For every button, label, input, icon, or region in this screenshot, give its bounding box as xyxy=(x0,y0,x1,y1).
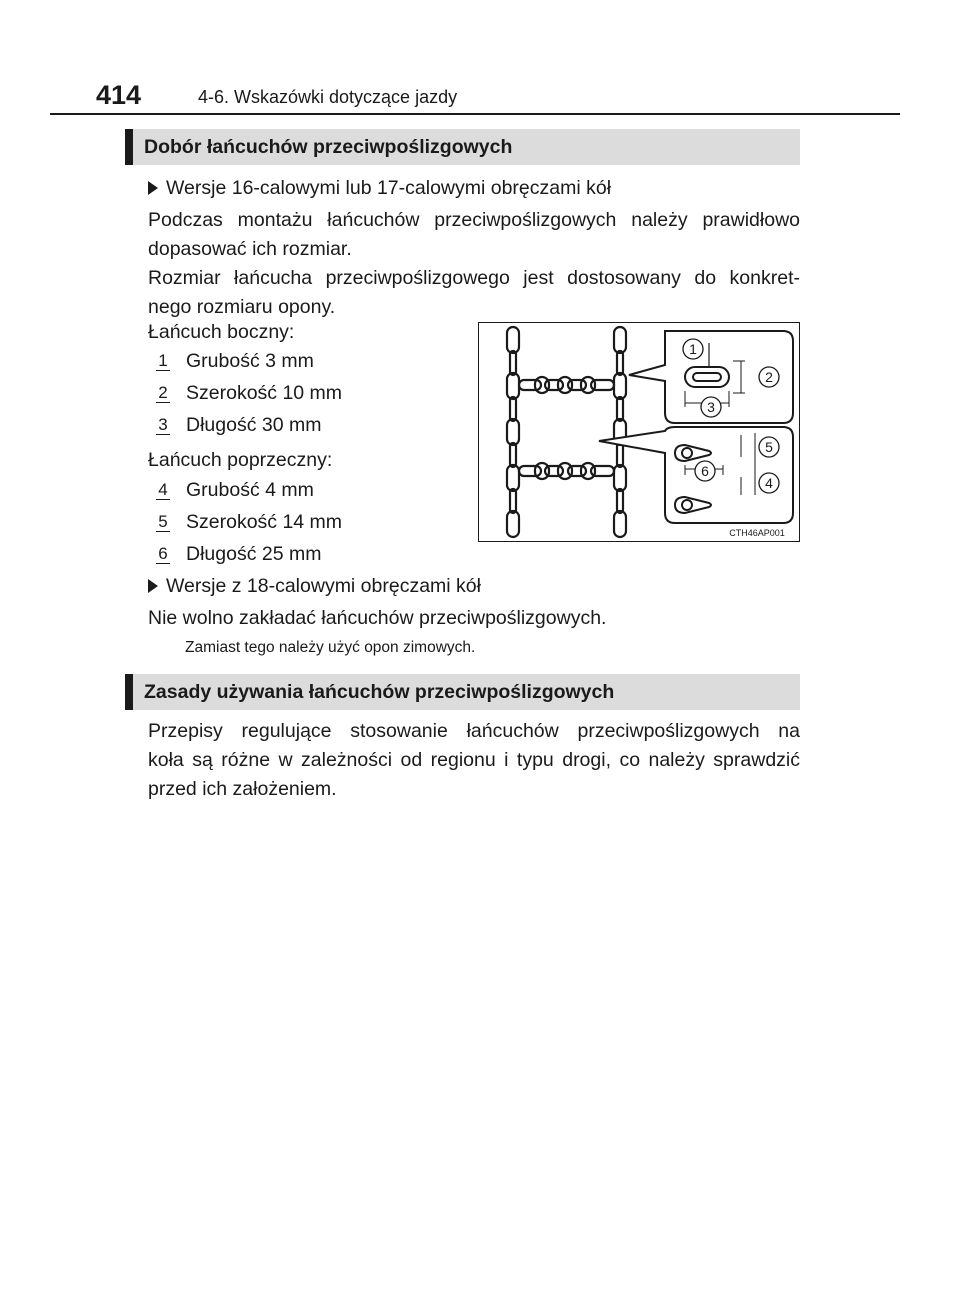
item-text: Grubość 3 mm xyxy=(186,350,314,372)
callout-label: 3 xyxy=(707,399,715,415)
right-side-chain xyxy=(614,327,626,537)
section-heading-text: Zasady używania łańcuchów przeciwpoślizgowych xyxy=(144,681,615,703)
chain-dimensions-figure xyxy=(478,322,800,542)
cross-item-width xyxy=(156,508,342,537)
item-text: Grubość 4 mm xyxy=(186,479,314,501)
chain-illustration xyxy=(479,323,798,540)
note-winter-tires: Zamiast tego należy użyć opon zimowych. xyxy=(185,639,476,656)
bullet-18-inch xyxy=(148,572,481,601)
callout-label: 6 xyxy=(701,463,709,479)
cross-item-thickness xyxy=(156,476,314,505)
callout-label: 5 xyxy=(765,439,773,455)
paragraph-regulations xyxy=(148,717,800,804)
lower-cross-chain xyxy=(519,463,614,479)
page-number: 414 xyxy=(96,80,142,110)
section-marker xyxy=(125,674,133,710)
cross-chain-label: Łańcuch poprzeczny: xyxy=(148,449,333,471)
bullet-text: Wersje z 18-calowymi obręczami kół xyxy=(166,575,481,597)
item-text: Długość 30 mm xyxy=(186,414,322,436)
no-chains-paragraph: Nie wolno zakładać łańcuchów przeciwpoślizgowych. xyxy=(148,607,607,629)
header-rule xyxy=(50,113,900,115)
item-text: Długość 25 mm xyxy=(186,543,322,565)
callout-label: 4 xyxy=(765,475,773,491)
item-text: Szerokość 10 mm xyxy=(186,382,343,404)
para-line: przed ich założeniem. xyxy=(148,778,337,800)
side-chain-label: Łańcuch boczny: xyxy=(148,321,295,343)
para-line: Przepisy regulujące stosowanie łańcuchów przeciwpoślizgowych na xyxy=(148,720,800,742)
item-text: Szerokość 14 mm xyxy=(186,511,343,533)
triangle-bullet-icon xyxy=(148,579,158,593)
section-heading-chain-selection xyxy=(125,129,800,165)
side-item-thickness xyxy=(156,347,314,376)
upper-cross-chain xyxy=(519,377,614,393)
para-line: nego rozmiaru opony. xyxy=(148,296,336,318)
figure-code: CTH46AP001 xyxy=(729,528,785,538)
callout-number: 3 xyxy=(156,416,170,435)
bullet-text: Wersje 16-calowymi lub 17-calowymi obręczami kół xyxy=(166,177,612,199)
triangle-bullet-icon xyxy=(148,181,158,195)
cross-item-length xyxy=(156,540,321,569)
side-item-length xyxy=(156,411,321,440)
page-header xyxy=(96,80,900,116)
left-side-chain xyxy=(507,327,519,537)
callout-label: 1 xyxy=(689,341,697,357)
callout-number: 1 xyxy=(156,352,170,371)
para-line: dopasować ich rozmiar. xyxy=(148,238,352,260)
section-marker xyxy=(125,129,133,165)
para-line: Podczas montażu łańcuchów przeciwpoślizgowych należy prawidłowo xyxy=(148,209,800,231)
callout-number: 6 xyxy=(156,545,170,564)
chapter-title: 4-6. Wskazówki dotyczące jazdy xyxy=(198,87,458,107)
callout-label: 2 xyxy=(765,369,773,385)
callout-number: 2 xyxy=(156,384,170,403)
callout-number: 4 xyxy=(156,481,170,500)
para-line: Rozmiar łańcucha przeciwpoślizgowego jest dostosowany do konkret- xyxy=(148,267,800,289)
section-heading-chain-rules xyxy=(125,674,800,710)
bullet-16-17-inch xyxy=(148,174,611,203)
section-heading-text: Dobór łańcuchów przeciwpoślizgowych xyxy=(144,136,513,158)
side-item-width xyxy=(156,379,342,408)
paragraph-fit xyxy=(148,206,800,322)
callout-number: 5 xyxy=(156,513,170,532)
para-line: koła są różne w zależności od regionu i typu drogi, co należy sprawdzić xyxy=(148,749,800,771)
